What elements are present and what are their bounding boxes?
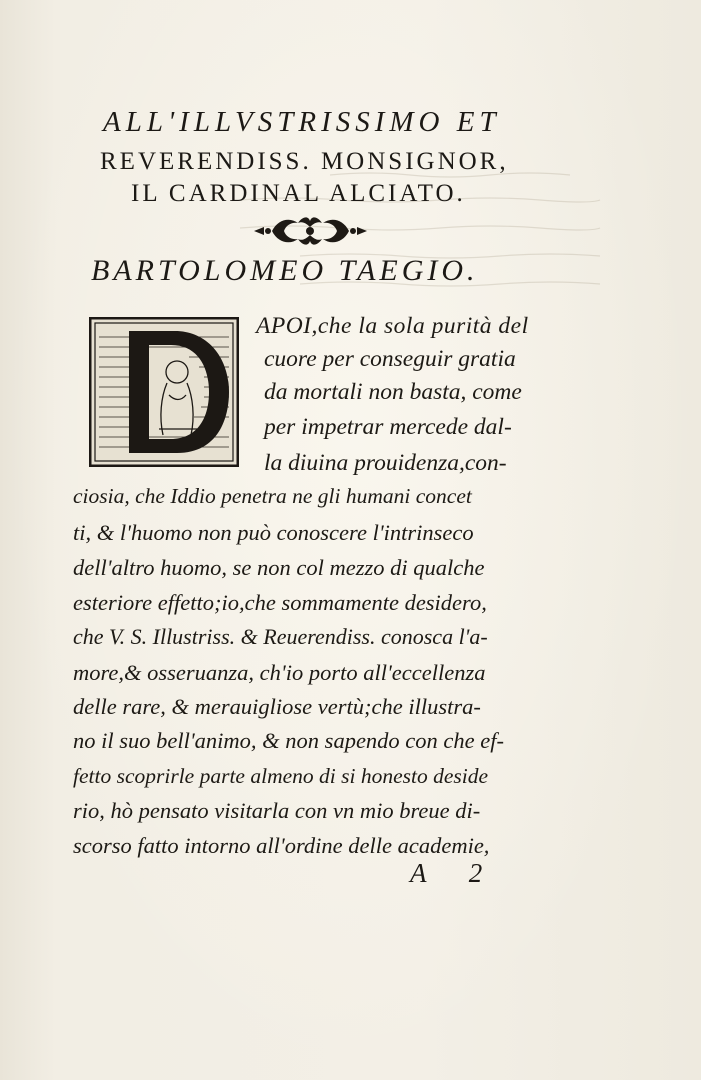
text-line-15: rio, hò pensato visitarla con vn mio breue di- (73, 798, 481, 823)
text-line-12: delle rare, & merauigliose vertù;che illustra- (73, 694, 481, 719)
printer-ornament-icon (252, 211, 369, 251)
text-line-7: ti, & l'huomo non può conoscere l'intrinseco (73, 520, 474, 545)
text-line-16: scorso fatto intorno all'ordine delle academie, (73, 833, 490, 858)
text-line-1: APOI,che la sola purità del (256, 313, 529, 339)
woodcut-initial-d (89, 317, 239, 467)
heading-line-1: ALL'ILLVSTRISSIMO ET (103, 106, 501, 138)
text-line-5: la diuina prouidenza,con- (264, 450, 507, 476)
author-line: BARTOLOMEO TAEGIO. (91, 254, 479, 287)
heading-line-2: REVERENDISS. MONSIGNOR, (100, 148, 509, 175)
text-line-11: more,& osseruanza, ch'io porto all'eccellenza (73, 660, 486, 685)
heading-line-3: IL CARDINAL ALCIATO. (131, 180, 466, 207)
text-line-8: dell'altro huomo, se non col mezzo di qualche (73, 555, 485, 580)
text-line-14: fetto scoprirle parte almeno di si honesto deside (73, 764, 489, 788)
text-line-2: cuore per conseguir gratia (264, 346, 516, 372)
text-line-3: da mortali non basta, come (264, 379, 522, 405)
text-line-6: ciosia, che Iddio penetra ne gli humani concet (73, 484, 472, 508)
text-line-10: che V. S. Illustriss. & Reuerendiss. conosca l'a- (73, 624, 488, 649)
signature-mark: A 2 (410, 858, 501, 888)
text-line-13: no il suo bell'animo, & non sapendo con che ef- (73, 728, 504, 753)
text-line-4: per impetrar mercede dal- (264, 414, 512, 440)
text-line-9: esteriore effetto;io,che sommamente desidero, (73, 590, 487, 615)
